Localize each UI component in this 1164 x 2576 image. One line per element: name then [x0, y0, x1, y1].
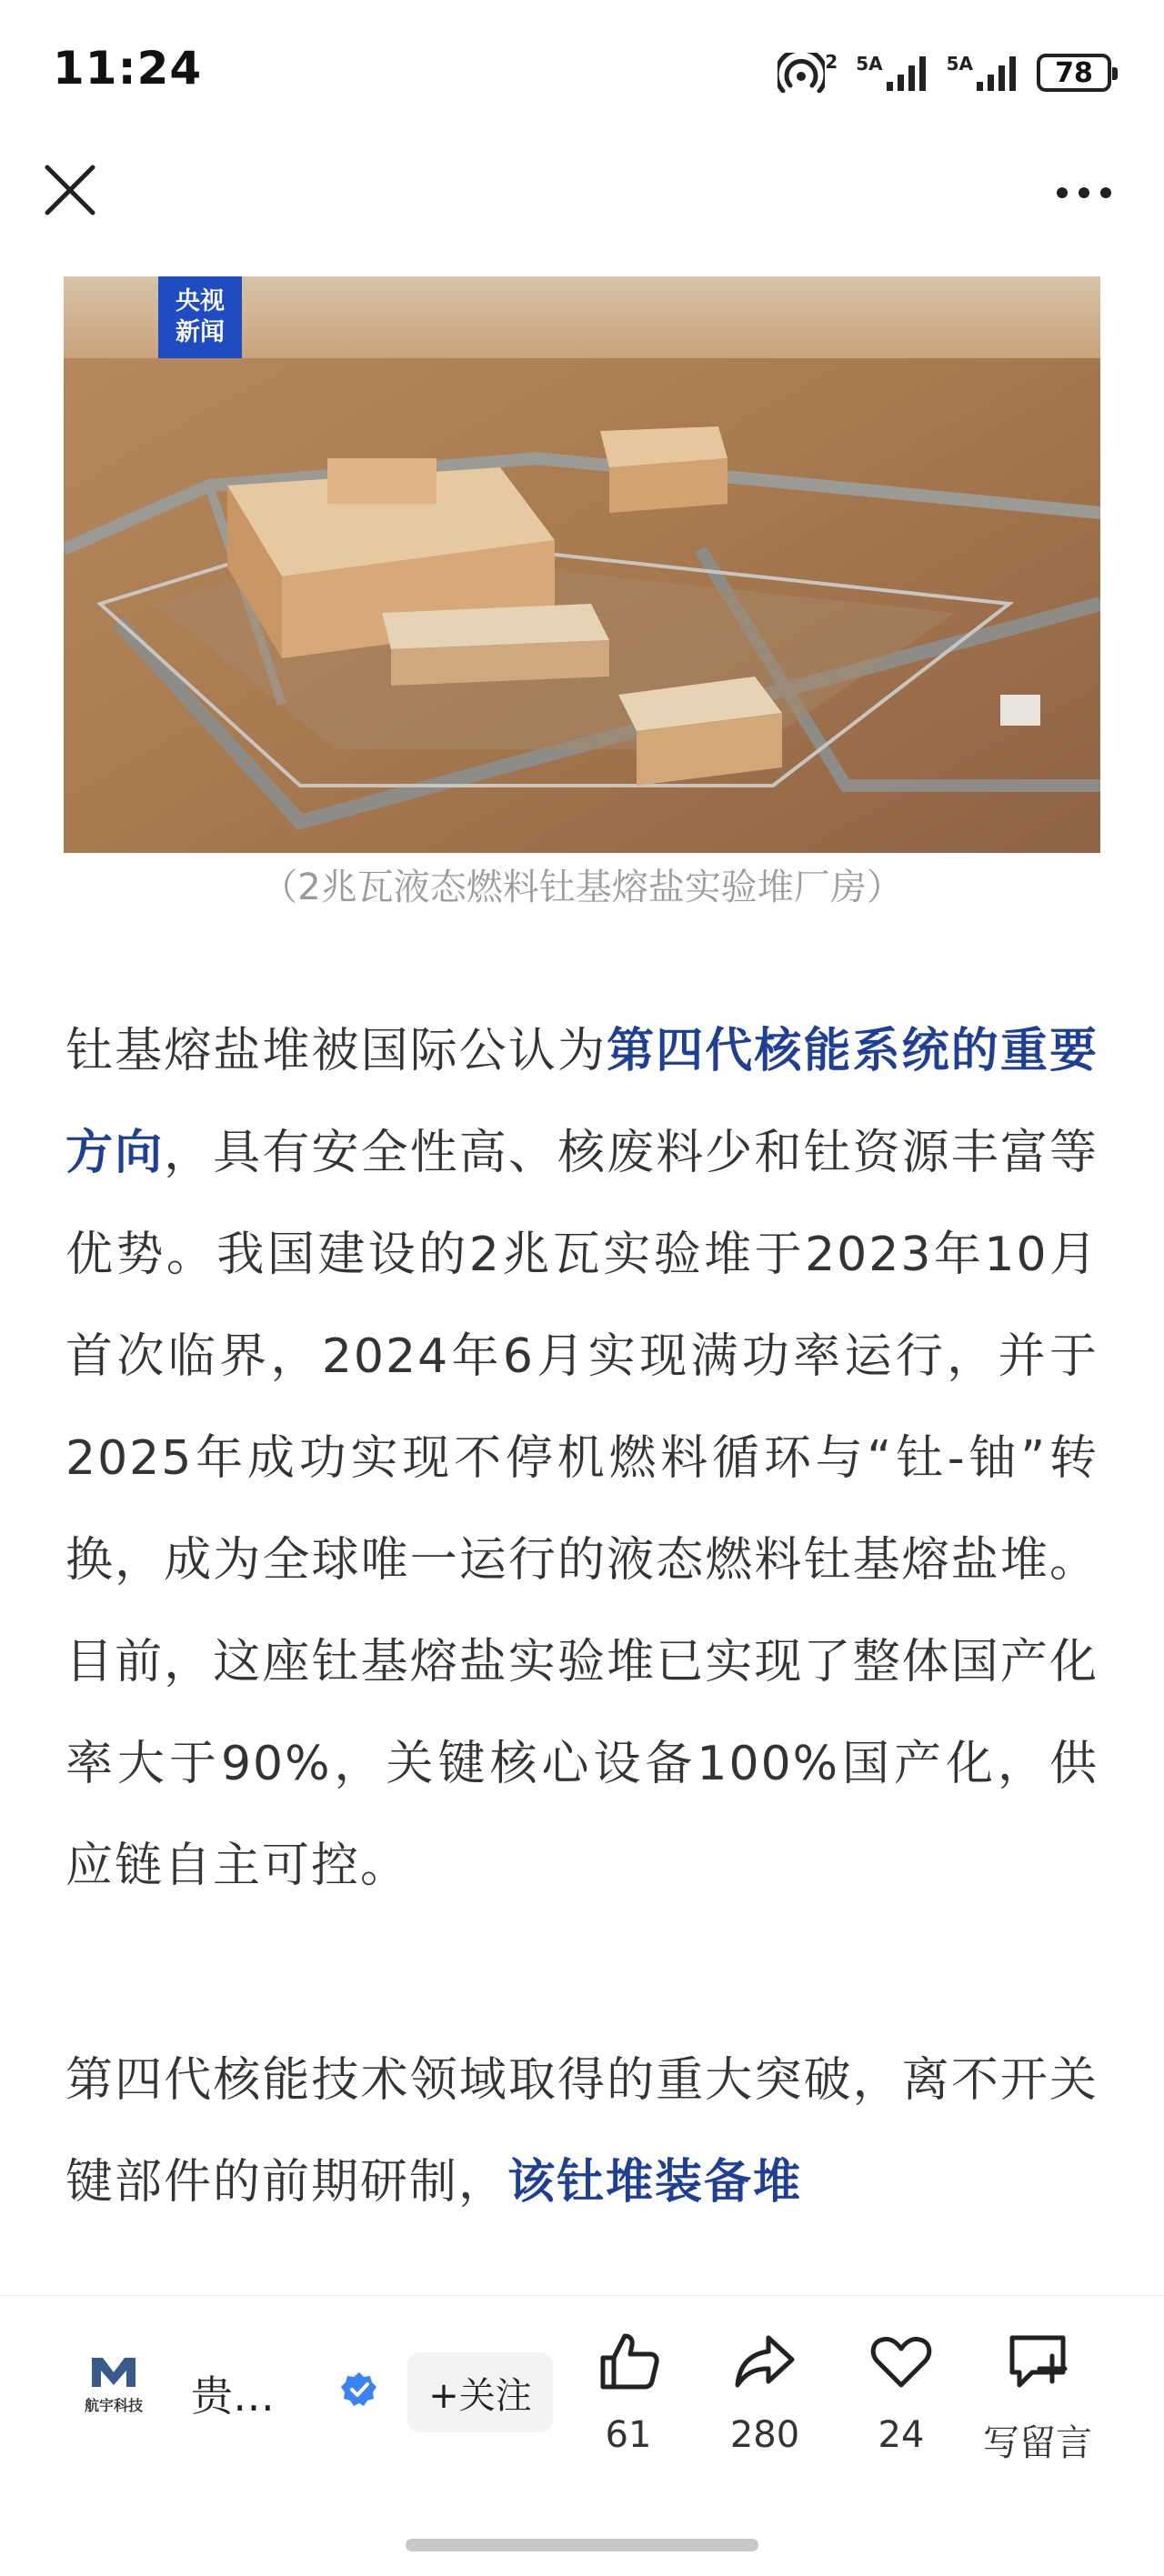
more-button[interactable] [1049, 173, 1119, 213]
cctv-news-watermark [158, 276, 242, 358]
share-button[interactable] [697, 2329, 833, 2483]
article-paragraph-1 [65, 1000, 1099, 1917]
favorite-count: 24 [878, 2414, 925, 2456]
hotspot-count: 2 [825, 51, 838, 73]
article-paragraph-2 [65, 2030, 1099, 2233]
p2-highlight: 该钍堆装备堆 [507, 2155, 803, 2210]
bottom-action-bar [0, 2295, 1164, 2576]
status-bar [0, 0, 1164, 136]
like-count: 61 [605, 2414, 652, 2456]
heart-icon [868, 2329, 934, 2394]
battery-level: 78 [1055, 56, 1093, 89]
signal-sim2-icon [947, 55, 1018, 91]
battery-icon [1037, 54, 1111, 92]
close-icon [42, 162, 98, 218]
like-button[interactable] [560, 2329, 697, 2483]
p1-highlight: 第四代核能系统的重要方向 [65, 1024, 1099, 1180]
watermark-line2: 新闻 [176, 318, 225, 346]
author-name[interactable]: 贵… [191, 2371, 275, 2421]
sim2-label: 5A [946, 53, 973, 75]
author-avatar[interactable] [73, 2354, 155, 2436]
sim1-label: 5A [856, 53, 883, 75]
close-button[interactable] [42, 162, 98, 218]
share-count: 280 [729, 2414, 800, 2456]
share-icon [732, 2329, 798, 2394]
hotspot-icon [778, 53, 838, 93]
status-time: 11:24 [53, 42, 203, 95]
reactor-aerial-image [64, 276, 1100, 853]
status-icons [778, 47, 1111, 98]
comment-add-icon [1005, 2329, 1070, 2394]
author-logo-text: 航宇科技 [84, 2397, 143, 2414]
p1-text-start: 钍基熔盐堆被国际公认为 [65, 1024, 607, 1078]
favorite-button[interactable] [833, 2329, 969, 2483]
verified-badge-icon [340, 2371, 378, 2409]
follow-button[interactable]: +关注 [407, 2352, 553, 2432]
article-photo[interactable] [64, 276, 1100, 853]
author-logo-icon [88, 2354, 139, 2391]
p2-text-start: 第四代核能技术领域取得的重大突破，离不开关键部件的前期研制， [65, 2053, 1099, 2210]
photo-caption: （2兆瓦液态燃料钍基熔盐实验堆厂房） [261, 867, 903, 908]
article-body [65, 1000, 1099, 2346]
more-icon [1049, 173, 1119, 213]
comment-button[interactable] [969, 2329, 1106, 2483]
signal-sim1-icon [856, 55, 928, 91]
watermark-line1: 央视 [176, 287, 225, 316]
p1-text-end: ，具有安全性高、核废料少和钍资源丰富等优势。我国建设的2兆瓦实验堆于2023年10月首次临界，2024年6月实现满功率运行，并于2025年成功实现不停机燃料循环与“钍-铀”转换，成为全球唯一运行的液态燃料钍基熔盐堆。目前，这座钍基熔盐实验堆已实现了整体国产化率大于90%，关键核心设备100%国产化，供应链自主可控。 [65, 1126, 1099, 1893]
thumbs-up-icon [596, 2329, 661, 2394]
home-indicator[interactable] [406, 2539, 758, 2551]
comment-label: 写留言 [983, 2422, 1092, 2464]
